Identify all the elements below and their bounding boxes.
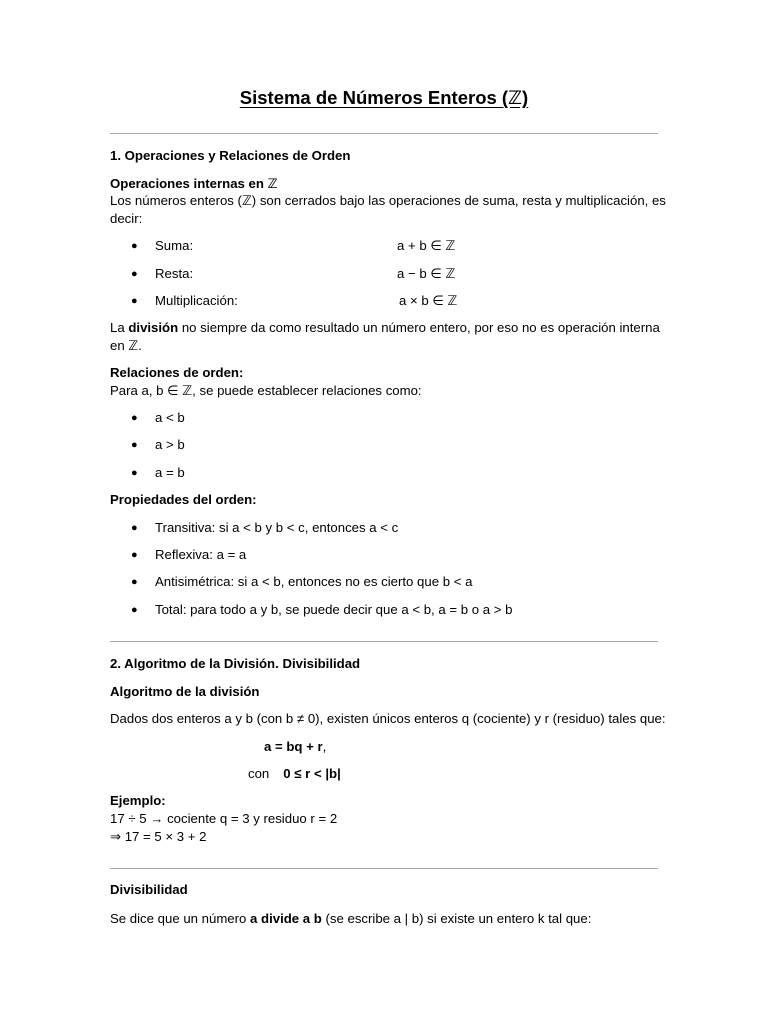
division-condition: con 0 ≤ r < |b|	[248, 766, 341, 781]
divider	[110, 133, 658, 134]
order-relations-intro: Para a, b ∈ ℤ, se puede establecer relaciones como:	[110, 383, 422, 398]
order-properties-heading: Propiedades del orden:	[110, 492, 257, 507]
bullet-icon: ●	[131, 268, 138, 280]
divisibility-text: Se dice que un número a divide a b (se escribe a | b) si existe un entero k tal que:	[110, 911, 592, 926]
division-note-line1: La división no siempre da como resultado un número entero, por eso no es operación interna	[110, 320, 660, 335]
op-sum-label: Suma:	[155, 238, 194, 253]
op-mul-label: Multiplicación:	[155, 293, 238, 308]
internal-ops-intro-line2: decir:	[110, 211, 143, 226]
bullet-icon: ●	[131, 240, 138, 252]
division-formula: a = bq + r,	[264, 739, 327, 754]
bullet-icon: ●	[131, 522, 138, 534]
op-sub-label: Resta:	[155, 266, 194, 281]
divider	[110, 868, 658, 869]
op-mul-formula: a × b ∈ ℤ	[399, 293, 458, 308]
section1-heading: 1. Operaciones y Relaciones de Orden	[110, 148, 351, 163]
internal-ops-heading: Operaciones internas en ℤ	[110, 176, 278, 191]
divider	[110, 641, 658, 642]
internal-ops-intro-line1: Los números enteros (ℤ) son cerrados bajo las operaciones de suma, resta y multiplicación, es	[110, 193, 666, 208]
bullet-icon: ●	[131, 576, 138, 588]
property-item: Total: para todo a y b, se puede decir que a < b, a = b o a > b	[155, 602, 513, 617]
relation-item: a < b	[155, 410, 185, 425]
example-line1: 17 ÷ 5 → cociente q = 3 y residuo r = 2	[110, 811, 338, 826]
order-relations-heading: Relaciones de orden:	[110, 365, 244, 380]
division-algorithm-heading: Algoritmo de la división	[110, 684, 260, 699]
division-note-line2: en ℤ.	[110, 338, 142, 353]
property-item: Reflexiva: a = a	[155, 547, 247, 562]
bullet-icon: ●	[131, 439, 138, 451]
op-sub-formula: a − b ∈ ℤ	[397, 266, 456, 281]
bullet-icon: ●	[131, 295, 138, 307]
bullet-icon: ●	[131, 412, 138, 424]
relation-item: a > b	[155, 437, 185, 452]
division-algorithm-statement: Dados dos enteros a y b (con b ≠ 0), existen únicos enteros q (cociente) y r (residuo) tales que:	[110, 711, 666, 726]
op-sum-formula: a + b ∈ ℤ	[397, 238, 456, 253]
section2-heading: 2. Algoritmo de la División. Divisibilidad	[110, 656, 361, 671]
bullet-icon: ●	[131, 467, 138, 479]
divisibility-heading: Divisibilidad	[110, 882, 188, 897]
example-line2: ⇒ 17 = 5 × 3 + 2	[110, 829, 207, 844]
bullet-icon: ●	[131, 604, 138, 616]
relation-item: a = b	[155, 465, 185, 480]
property-item: Transitiva: si a < b y b < c, entonces a < c	[155, 520, 399, 535]
bullet-icon: ●	[131, 549, 138, 561]
property-item: Antisimétrica: si a < b, entonces no es cierto que b < a	[155, 574, 473, 589]
page-title: Sistema de Números Enteros (ℤ)	[239, 87, 529, 108]
example-heading: Ejemplo:	[110, 793, 166, 808]
